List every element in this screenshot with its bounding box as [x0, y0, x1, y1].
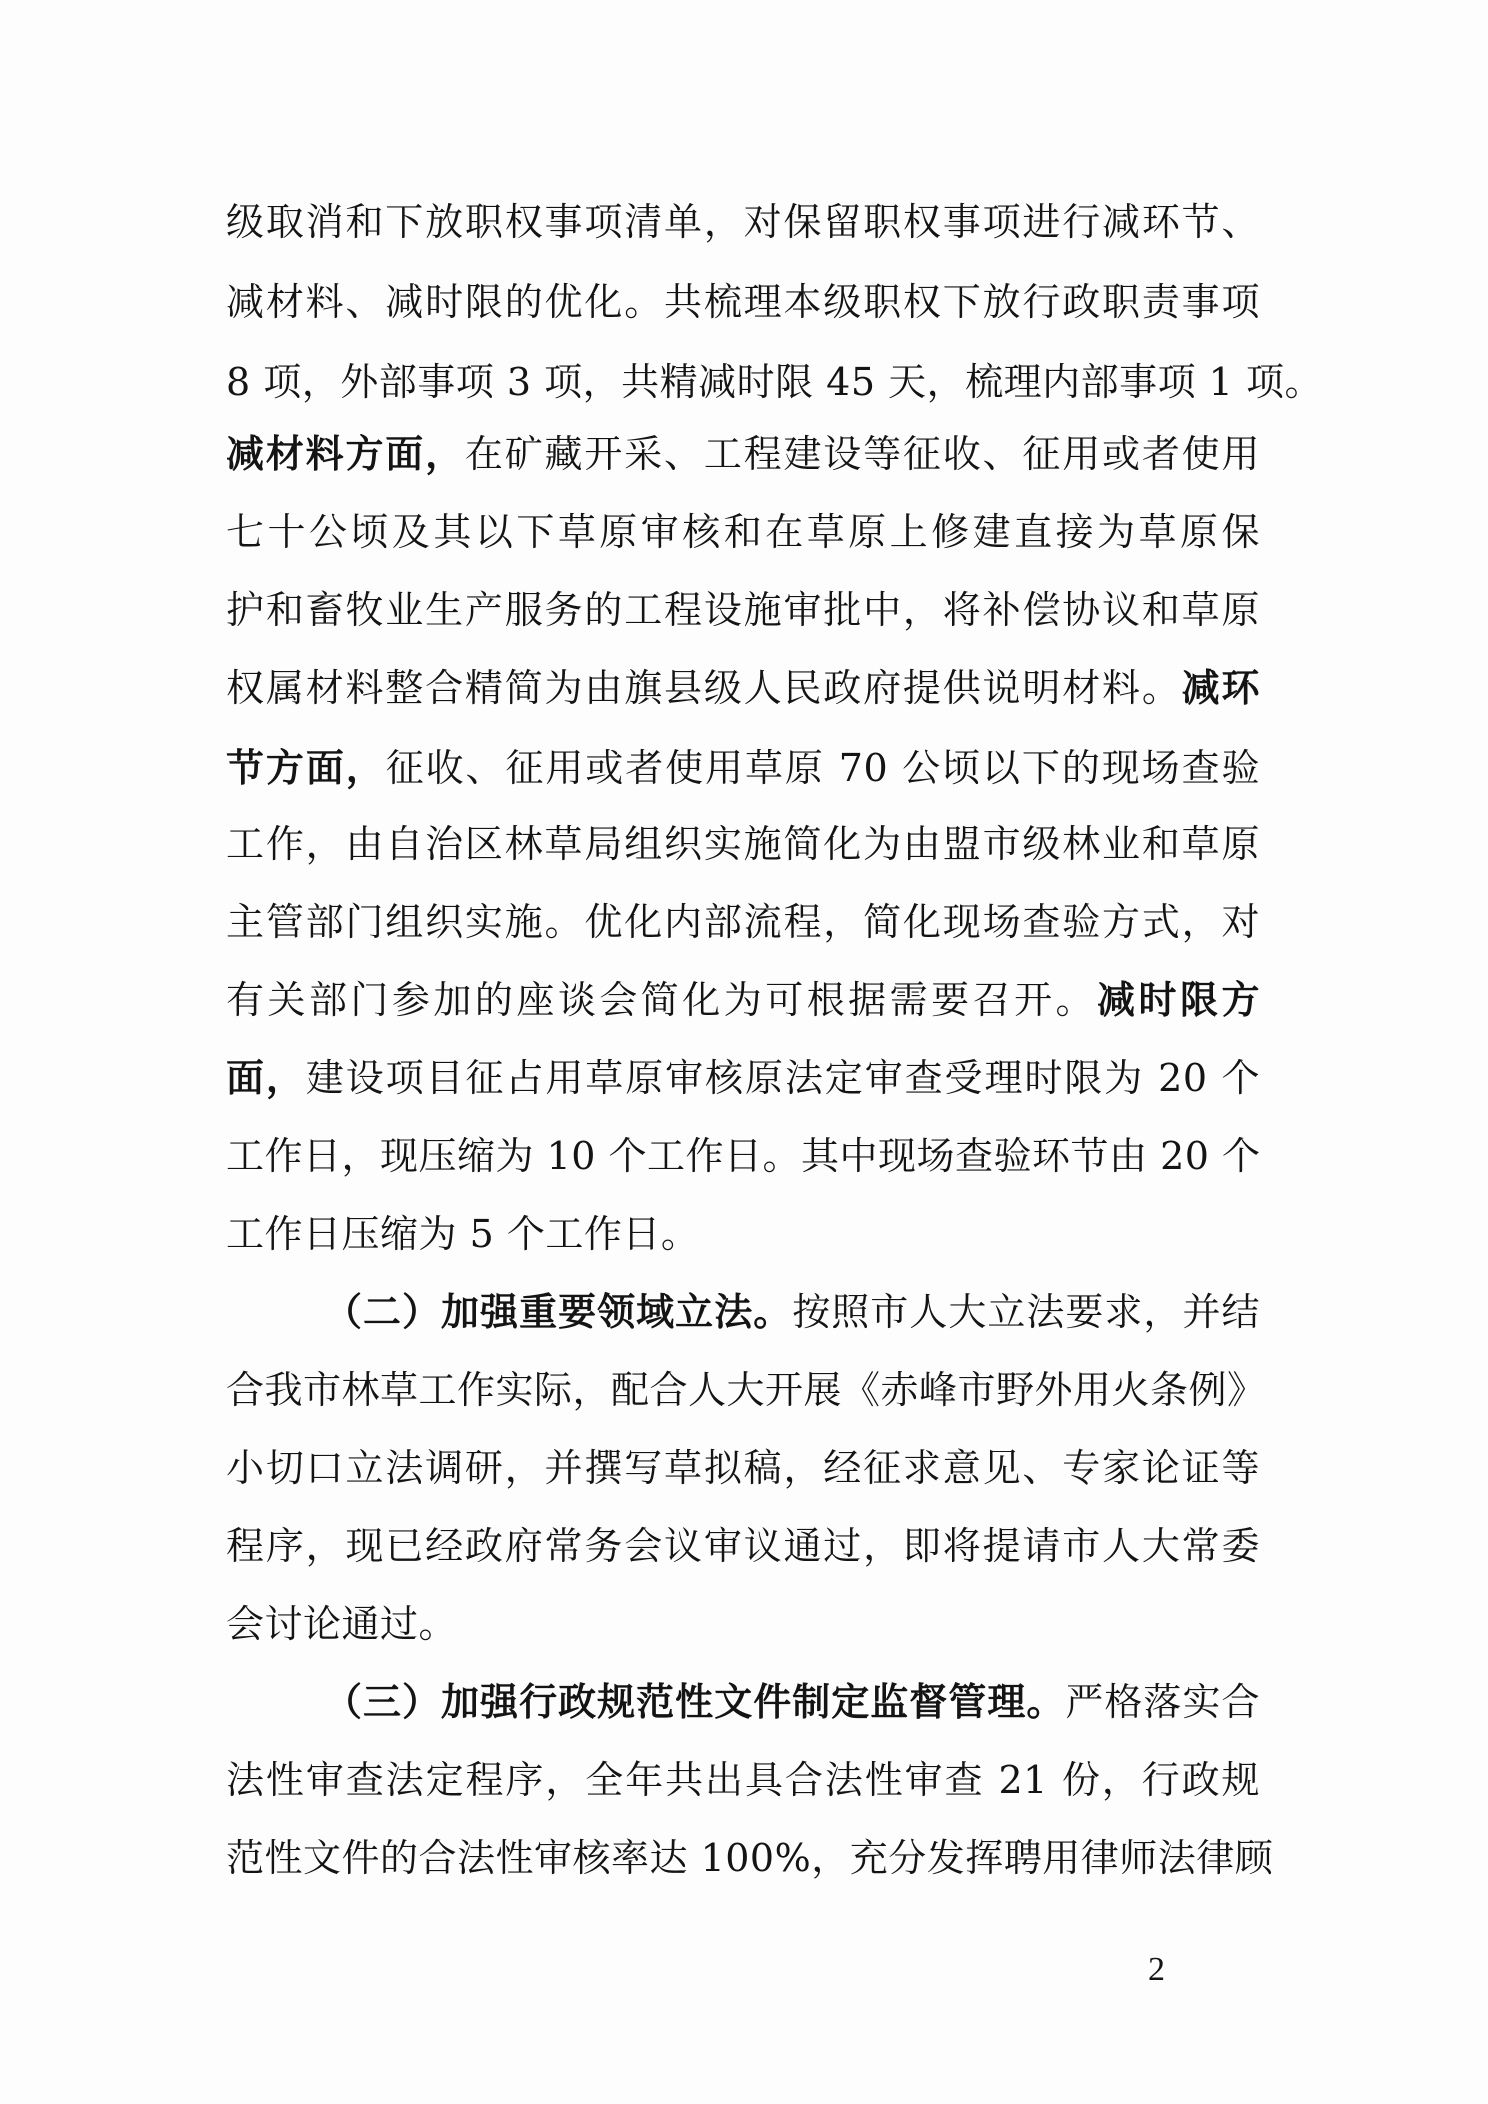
text-line: 工作日，现压缩为 10 个工作日。其中现场查验环节由 20 个 [226, 1134, 1261, 1178]
text-line: 主管部门组织实施。优化内部流程，简化现场查验方式，对 [226, 900, 1260, 944]
text-line: （三）加强行政规范性文件制定监督管理。严格落实合 [324, 1680, 1260, 1724]
bold-heading: 减材料方面， [226, 432, 465, 476]
text-line: 会讨论通过。 [226, 1602, 458, 1646]
text-line: 合我市林草工作实际，配合人大开展《赤峰市野外用火条例》 [226, 1368, 1266, 1412]
text-line: 工作日压缩为 5 个工作日。 [226, 1212, 700, 1256]
text-line: 有关部门参加的座谈会简化为可根据需要召开。减时限方 [226, 978, 1260, 1022]
text-line: 范性文件的合法性审核率达 100%，充分发挥聘用律师法律顾 [226, 1836, 1274, 1880]
bold-heading: 减环 [1181, 666, 1260, 710]
text-line: 法性审查法定程序，全年共出具合法性审查 21 份，行政规 [226, 1758, 1260, 1802]
text-line: 护和畜牧业生产服务的工程设施审批中，将补偿协议和草原 [226, 588, 1260, 632]
text-line: 程序，现已经政府常务会议审议通过，即将提请市人大常委 [226, 1524, 1260, 1568]
text-line: 小切口立法调研，并撰写草拟稿，经征求意见、专家论证等 [226, 1446, 1260, 1490]
page-number: 2 [1148, 1951, 1165, 1988]
text-line: 工作，由自治区林草局组织实施简化为由盟市级林业和草原 [226, 822, 1260, 866]
section-heading: （三）加强行政规范性文件制定监督管理。 [324, 1680, 1066, 1724]
text-line: 减材料、减时限的优化。共梳理本级职权下放行政职责事项 [226, 280, 1260, 324]
text-line: 减材料方面，在矿藏开采、工程建设等征收、征用或者使用 [226, 432, 1260, 476]
text-line: 面，建设项目征占用草原审核原法定审查受理时限为 20 个 [226, 1056, 1260, 1100]
text-line: 七十公顷及其以下草原审核和在草原上修建直接为草原保 [226, 510, 1260, 554]
bold-heading: 节方面， [226, 746, 386, 790]
bold-heading: 面， [226, 1056, 306, 1100]
bold-heading: 减时限方 [1097, 978, 1260, 1022]
text-line: 8 项，外部事项 3 项，共精减时限 45 天，梳理内部事项 1 项。 [226, 360, 1323, 404]
text-line: 权属材料整合精简为由旗县级人民政府提供说明材料。减环 [226, 666, 1260, 710]
text-line: 节方面，征收、征用或者使用草原 70 公顷以下的现场查验 [226, 746, 1260, 790]
text-line: 级取消和下放职权事项清单，对保留职权事项进行减环节、 [226, 200, 1260, 244]
section-heading: （二）加强重要领域立法。 [324, 1290, 793, 1334]
text-line: （二）加强重要领域立法。按照市人大立法要求，并结 [324, 1290, 1260, 1334]
